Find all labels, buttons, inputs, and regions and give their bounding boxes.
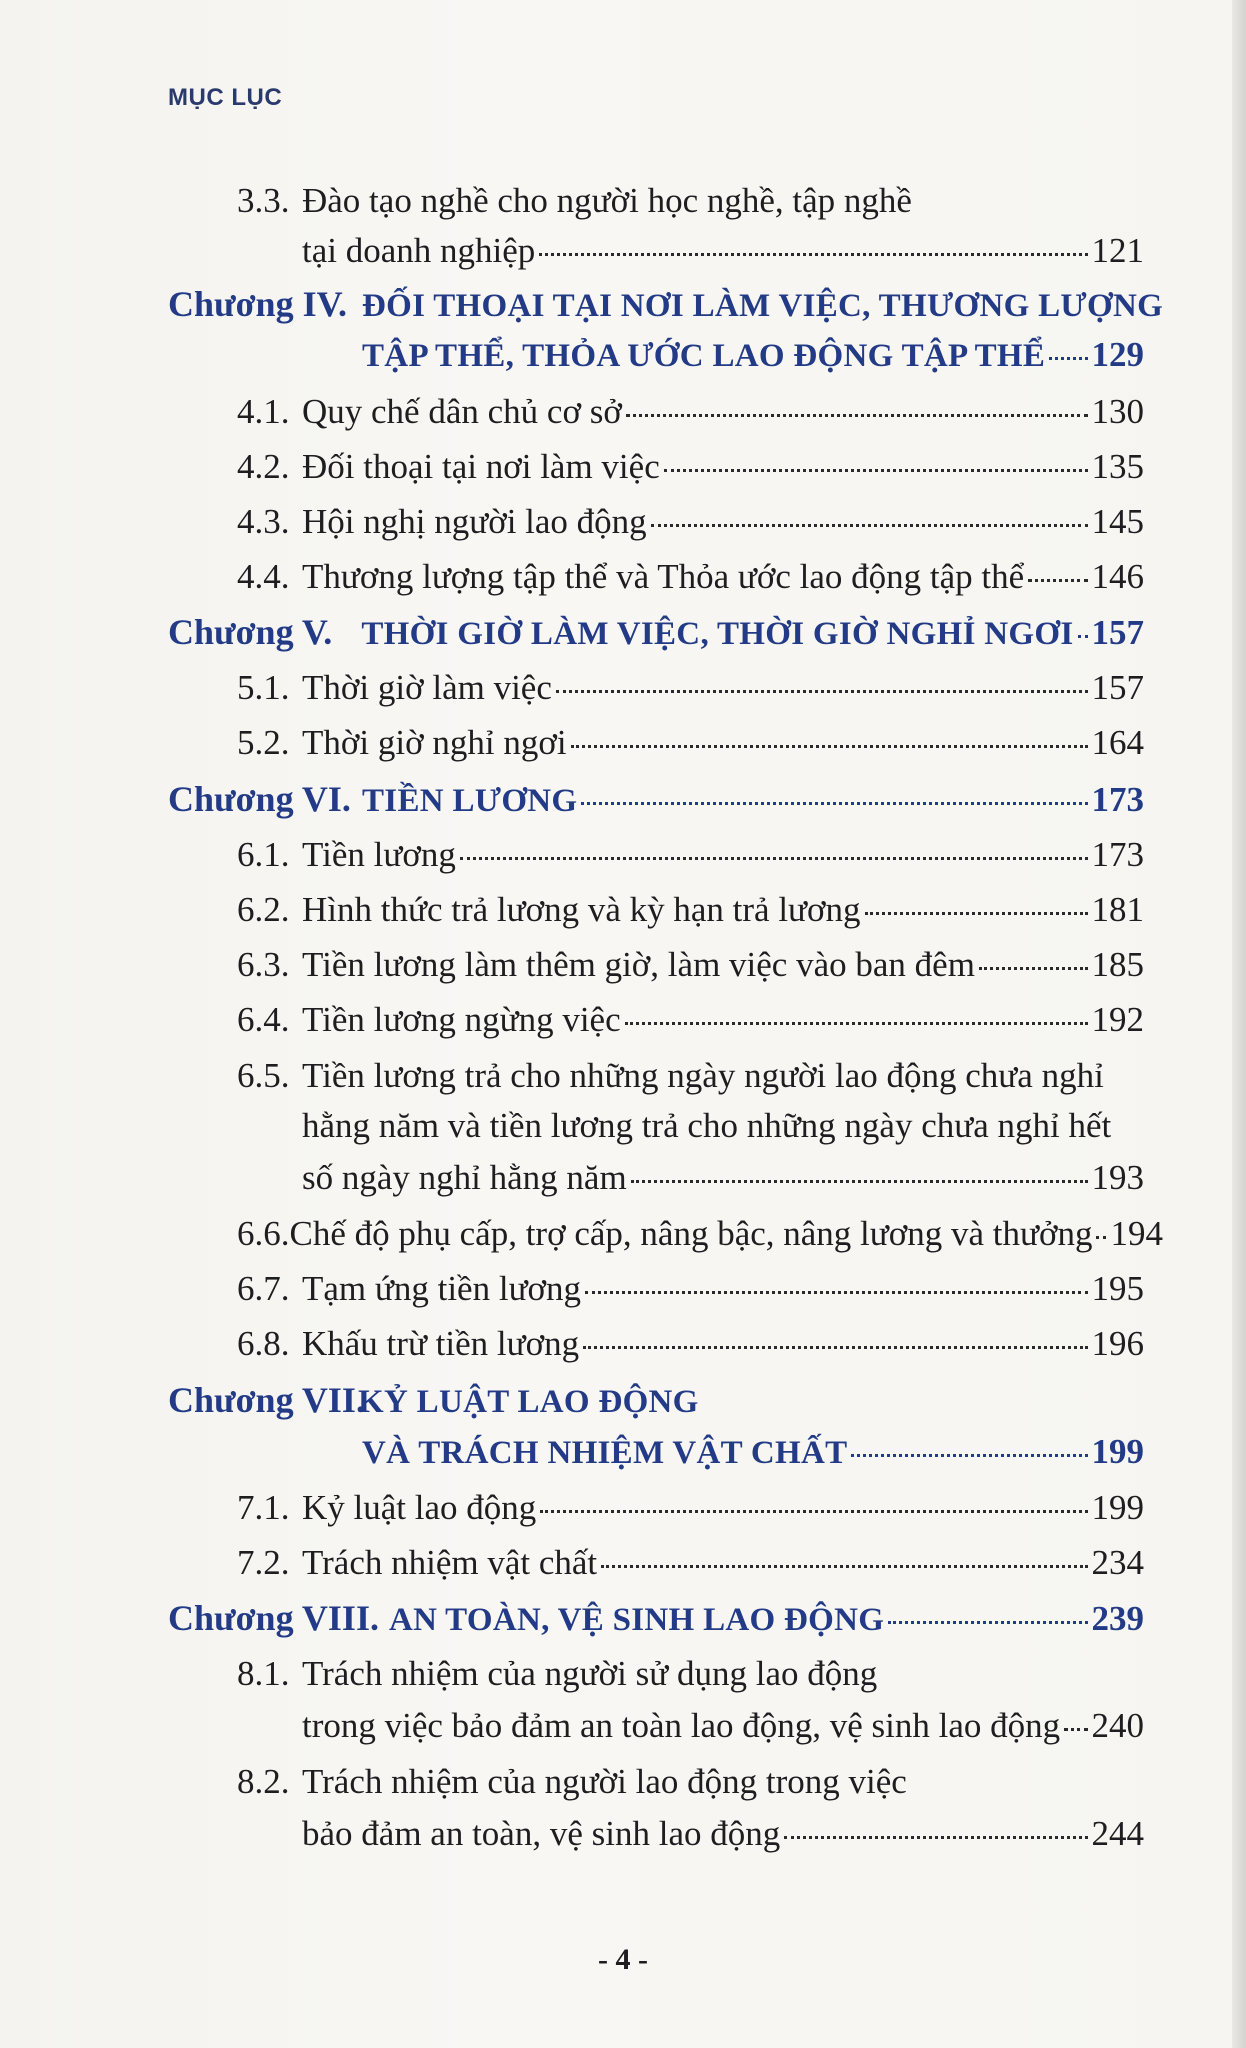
page-number: 164 — [1091, 723, 1144, 762]
entry-number: 5.1. — [237, 668, 290, 707]
toc-entry-4-3 — [237, 504, 1144, 539]
page-number: 194 — [1110, 1214, 1163, 1253]
entry-title: số ngày nghỉ hằng năm — [302, 1158, 627, 1197]
leader-dots — [539, 253, 1087, 256]
entry-title: bảo đảm an toàn, vệ sinh lao động — [302, 1814, 781, 1853]
page-number: 193 — [1091, 1158, 1144, 1197]
entry-title: Tiền lương ngừng việc — [302, 1000, 621, 1039]
chapter-7-heading-cont — [362, 1434, 1144, 1470]
page-number: 157 — [1091, 668, 1144, 707]
leader-dots — [1078, 635, 1088, 638]
toc-entry-5-1 — [237, 670, 1144, 705]
leader-dots — [851, 1454, 1087, 1457]
toc-entry-6-2 — [237, 892, 1144, 927]
chapter-4-heading — [168, 286, 1163, 323]
toc-entry-6-7 — [237, 1271, 1144, 1306]
chapter-title: TẬP THỂ, THỎA ƯỚC LAO ĐỘNG TẬP THỂ — [362, 338, 1046, 374]
page-number: 240 — [1091, 1706, 1144, 1745]
chapter-label: Chương VIII. — [168, 1598, 379, 1638]
entry-title: Thời giờ làm việc — [302, 668, 552, 707]
leader-dots — [784, 1836, 1087, 1839]
leader-dots — [979, 967, 1088, 970]
page-number: 199 — [1091, 1432, 1144, 1471]
chapter-6-heading — [168, 781, 1144, 818]
entry-number: 7.2. — [237, 1543, 290, 1582]
entry-number: 6.2. — [237, 890, 290, 929]
page-number: 173 — [1091, 780, 1144, 819]
entry-title: Trách nhiệm của người sử dụng lao động — [302, 1654, 878, 1693]
entry-number: 6.8. — [237, 1324, 290, 1363]
page-number: 192 — [1091, 1000, 1144, 1039]
leader-dots — [460, 857, 1088, 860]
toc-entry-8-2 — [237, 1764, 907, 1799]
entry-title: Hội nghị người lao động — [302, 502, 647, 541]
toc-entry-6-4 — [237, 1002, 1144, 1037]
chapter-4-heading-cont — [362, 337, 1144, 373]
entry-title: tại doanh nghiệp — [302, 231, 536, 270]
chapter-label: Chương VII. — [168, 1380, 365, 1420]
page-number: 129 — [1091, 335, 1144, 374]
toc-entry-7-2 — [237, 1545, 1144, 1580]
entry-number: 8.2. — [237, 1762, 290, 1801]
chapter-title: TIỀN LƯƠNG — [362, 783, 578, 819]
entry-title: Tạm ứng tiền lương — [302, 1269, 582, 1308]
entry-number: 4.1. — [237, 392, 290, 431]
toc-entry-6-5-cont2 — [302, 1160, 1144, 1195]
entry-number: 6.1. — [237, 835, 290, 874]
leader-dots — [556, 690, 1088, 693]
entry-number: 4.4. — [237, 557, 290, 596]
page-number: 239 — [1091, 1599, 1144, 1638]
leader-dots — [581, 802, 1087, 805]
page-number: 157 — [1091, 613, 1144, 652]
toc-entry-4-4 — [237, 559, 1144, 594]
running-header: MỤC LỤC — [168, 84, 283, 111]
chapter-label: Chương V. — [168, 612, 333, 652]
chapter-label: Chương VI. — [168, 779, 351, 819]
toc-entry-6-5-cont — [302, 1108, 1111, 1143]
entry-number: 6.7. — [237, 1269, 290, 1308]
toc-entry-8-2-cont — [302, 1816, 1144, 1851]
leader-dots — [631, 1180, 1088, 1183]
page-number: 121 — [1091, 231, 1144, 270]
chapter-8-heading — [168, 1600, 1144, 1637]
leader-dots — [583, 1346, 1087, 1349]
page-number: 181 — [1091, 890, 1144, 929]
leader-dots — [888, 1621, 1087, 1624]
page-number: 244 — [1091, 1814, 1144, 1853]
leader-dots — [625, 1022, 1088, 1025]
entry-title: Tiền lương làm thêm giờ, làm việc vào ban đêm — [302, 945, 975, 984]
toc-entry-4-2 — [237, 449, 1144, 484]
chapter-title: KỶ LUẬT LAO ĐỘNG — [358, 1384, 699, 1420]
entry-number: 6.4. — [237, 1000, 290, 1039]
chapter-title: THỜI GIỜ LÀM VIỆC, THỜI GIỜ NGHỈ NGƠI — [361, 616, 1074, 652]
entry-title: Thương lượng tập thể và Thỏa ước lao động tập thể — [302, 557, 1025, 596]
entry-title: Thời giờ nghỉ ngơi — [302, 723, 567, 762]
page-number: 196 — [1091, 1324, 1144, 1363]
chapter-7-heading — [168, 1382, 699, 1419]
page-number: 234 — [1091, 1543, 1144, 1582]
chapter-title: AN TOÀN, VỆ SINH LAO ĐỘNG — [388, 1602, 885, 1638]
entry-title: Chế độ phụ cấp, trợ cấp, nâng bậc, nâng lương và thưởng — [289, 1214, 1093, 1253]
leader-dots — [1064, 1728, 1087, 1731]
leader-dots — [651, 524, 1088, 527]
toc-entry-4-1 — [237, 394, 1144, 429]
entry-title: Đối thoại tại nơi làm việc — [302, 447, 660, 486]
entry-number: 8.1. — [237, 1654, 290, 1693]
leader-dots — [540, 1510, 1087, 1513]
entry-title: Tiền lương — [302, 835, 456, 874]
leader-dots — [601, 1565, 1087, 1568]
page-number: 130 — [1091, 392, 1144, 431]
toc-entry-8-1 — [237, 1656, 877, 1691]
page-edge — [1232, 0, 1246, 2048]
toc-entry-6-3 — [237, 947, 1144, 982]
leader-dots — [664, 469, 1088, 472]
entry-title: Kỷ luật lao động — [302, 1488, 537, 1527]
leader-dots — [585, 1291, 1087, 1294]
leader-dots — [571, 745, 1088, 748]
leader-dots — [626, 414, 1088, 417]
entry-number: 6.3. — [237, 945, 290, 984]
page-number: 146 — [1091, 557, 1144, 596]
toc-entry-3-3 — [237, 183, 912, 218]
entry-number: 4.3. — [237, 502, 290, 541]
toc-entry-7-1 — [237, 1490, 1144, 1525]
toc-entry-3-3-cont — [302, 233, 1144, 268]
entry-title: trong việc bảo đảm an toàn lao động, vệ sinh lao động — [302, 1706, 1061, 1745]
entry-number: 6.6. — [237, 1214, 290, 1253]
page-number: 145 — [1091, 502, 1144, 541]
entry-title: Quy chế dân chủ cơ sở — [302, 392, 622, 431]
entry-number: 3.3. — [237, 181, 290, 220]
entry-title: Đào tạo nghề cho người học nghề, tập nghề — [302, 181, 912, 220]
page-footer-number: - 4 - — [598, 1943, 648, 1976]
toc-entry-8-1-cont — [302, 1708, 1144, 1743]
leader-dots — [1028, 579, 1087, 582]
leader-dots — [1049, 357, 1087, 360]
chapter-5-heading — [168, 614, 1144, 651]
toc-entry-6-6 — [237, 1214, 1163, 1253]
chapter-title: ĐỐI THOẠI TẠI NƠI LÀM VIỆC, THƯƠNG LƯỢNG — [362, 288, 1164, 324]
entry-title: Trách nhiệm vật chất — [302, 1543, 598, 1582]
entry-number: 4.2. — [237, 447, 290, 486]
entry-title: Hình thức trả lương và kỳ hạn trả lương — [302, 890, 861, 929]
toc-entry-6-8 — [237, 1326, 1144, 1361]
leader-dots — [865, 912, 1088, 915]
toc-entry-6-5 — [237, 1058, 1104, 1093]
entry-title: Khấu trừ tiền lương — [302, 1324, 580, 1363]
page-number: 199 — [1091, 1488, 1144, 1527]
page-number: 185 — [1091, 945, 1144, 984]
chapter-label: Chương IV. — [168, 284, 347, 324]
chapter-title: VÀ TRÁCH NHIỆM VẬT CHẤT — [362, 1435, 848, 1471]
page-number: 173 — [1091, 835, 1144, 874]
entry-title: Trách nhiệm của người lao động trong việc — [302, 1762, 907, 1801]
entry-number: 5.2. — [237, 723, 290, 762]
page-number: 195 — [1091, 1269, 1144, 1308]
toc-entry-5-2 — [237, 725, 1144, 760]
leader-dots — [1096, 1236, 1106, 1239]
entry-title: hằng năm và tiền lương trả cho những ngày chưa nghỉ hết — [302, 1106, 1112, 1145]
entry-title: Tiền lương trả cho những ngày người lao động chưa nghỉ — [302, 1056, 1104, 1095]
toc-entry-6-1 — [237, 837, 1144, 872]
entry-number: 6.5. — [237, 1056, 290, 1095]
entry-number: 7.1. — [237, 1488, 290, 1527]
page-number: 135 — [1091, 447, 1144, 486]
